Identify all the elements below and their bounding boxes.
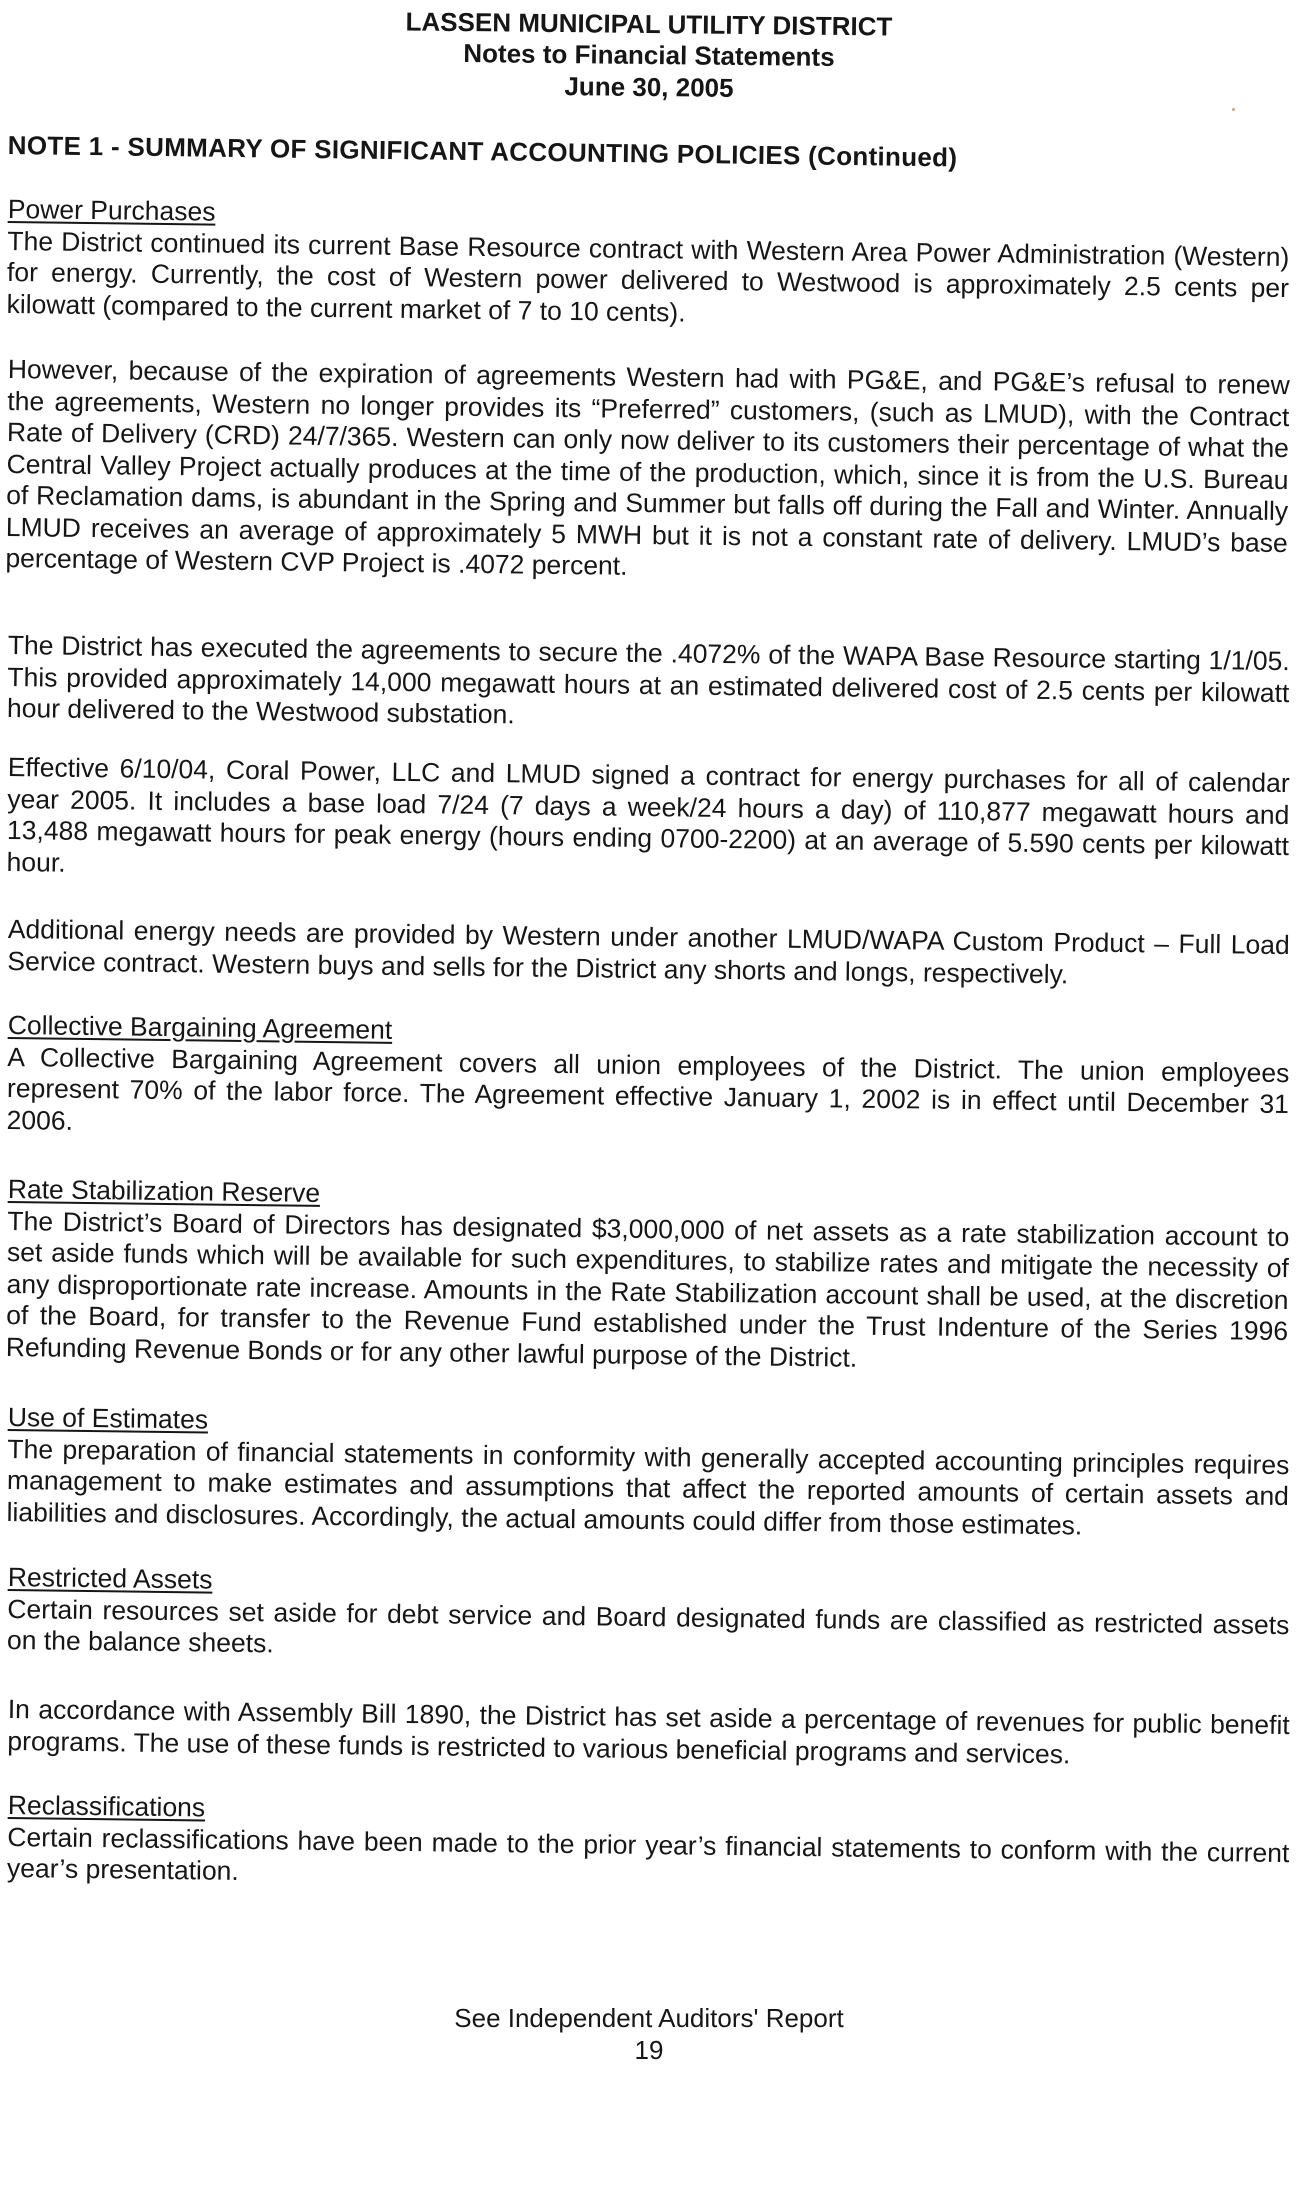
paragraph: The District has executed the agreements to secure the .4072% of the WAPA Base Resource starting 1/1/05. This provided approximately 14,000 megawatt hours at an estimated delivered cost of 2.5 cents per kilowatt hour delivered to the Westwood substation. [6, 630, 1290, 730]
paragraph-block [7, 630, 1290, 741]
section-heading: Reclassifications [7, 1790, 206, 1823]
section-heading: Rate Stabilization Reserve [7, 1174, 321, 1208]
paragraph-block [5, 354, 1290, 591]
doc-date: June 30, 2005 [564, 71, 734, 103]
paragraph-block [7, 914, 1290, 993]
section-heading: Collective Bargaining Agreement [7, 1010, 393, 1045]
paragraph: The District continued its current Base Resource contract with Western Area Power Administration (Western) for energy. Currently, the cost of Western power delivered to Westwood is approximately 2.5 cents per kilowatt (compared to the current market of 7 to 10 cents). [6, 225, 1290, 328]
section-restricted-assets [7, 1562, 1290, 1673]
section-heading: Power Purchases [7, 194, 216, 227]
section-use-of-estimates [6, 1402, 1289, 1544]
scan-speck [1232, 108, 1235, 111]
section-rate-stabilization [6, 1174, 1290, 1379]
paragraph: In accordance with Assembly Bill 1890, the District has set aside a percentage of revenues for public benefit programs. The use of these funds is restricted to various beneficial programs and services. [7, 1694, 1290, 1769]
section-reclassifications [7, 1790, 1290, 1901]
section-collective-bargaining [6, 1010, 1289, 1152]
paragraph: Certain resources set aside for debt service and Board designated funds are classified as restricted assets on the balance sheets. [6, 1593, 1290, 1659]
paragraph: The District’s Board of Directors has designated $3,000,000 of net assets as a rate stabilization account to set aside funds which will be available for such expenditures, to stabilize rates and mitigate the necessity of any disproportionate rate increase. Amounts in the Rate Stabilization account shall be used, at the discretion of the Board, for transfer to the Revenue Fund established under the Trust Indenture of the Series 1996 Refunding Revenue Bonds or for any other lawful purpose of the District. [5, 1205, 1290, 1373]
org-name: LASSEN MUNICIPAL UTILITY DISTRICT [405, 6, 893, 42]
paragraph-block [7, 1694, 1290, 1773]
paragraph: However, because of the expiration of agreements Western had with PG&E, and PG&E’s refusal to renew the agreements, Western no longer provides its “Preferred” customers, (such as LMUD), with the Contract Rate of Delivery (CRD) 24/7/365. Western can only now deliver to its customers their percentage of what the Central Valley Project actually produces at the time of the production, which, since it is from the U.S. Bureau of Reclamation dams, is abundant in the Spring and Summer but falls off during the Fall and Winter. Annually LMUD receives an average of approximately 5 MWH but it is not a constant rate of delivery. LMUD’s base percentage of Western CVP Project is .4072 percent. [5, 354, 1290, 581]
section-power-purchases [6, 194, 1289, 336]
page-number: 19 [634, 2035, 664, 2065]
page-footer [0, 2002, 1298, 2066]
paragraph: Certain reclassifications have been made to the prior year’s financial statements to conform with the current year’s presentation. [6, 1821, 1290, 1886]
section-heading: Restricted Assets [7, 1562, 213, 1595]
section-heading: Use of Estimates [7, 1402, 209, 1435]
auditors-report-note: See Independent Auditors' Report [454, 2003, 844, 2033]
paragraph: The preparation of financial statements in conformity with generally accepted accounting principles requires management to make estimates and assumptions that affect the reported amounts of certain assets and liabilities and disclosures. Accordingly, the actual amounts could differ from those estimates. [6, 1433, 1290, 1541]
paragraph: Effective 6/10/04, Coral Power, LLC and LMUD signed a contract for energy purchases for all of calendar year 2005. It includes a base load 7/24 (7 days a week/24 hours a day) of 110,877 megawatt hours and 13,488 megawatt hours for peak energy (hours ending 0700-2200) at an average of 5.590 cents per kilowatt hour. [6, 752, 1290, 878]
paragraph: Additional energy needs are provided by Western under another LMUD/WAPA Custom Product – Full Load Service contract. Western buys and sells for the District any shorts and longs, respectively. [7, 914, 1290, 989]
doc-title: Notes to Financial Statements [463, 38, 835, 72]
paragraph: A Collective Bargaining Agreement covers all union employees of the District. The union employees represent 70% of the labor force. The Agreement effective January 1, 2002 is in effect until December 31 2006. [6, 1041, 1290, 1136]
paragraph-block [6, 752, 1289, 894]
note-title: NOTE 1 - SUMMARY OF SIGNIFICANT ACCOUNTING POLICIES (Continued) [7, 130, 958, 173]
